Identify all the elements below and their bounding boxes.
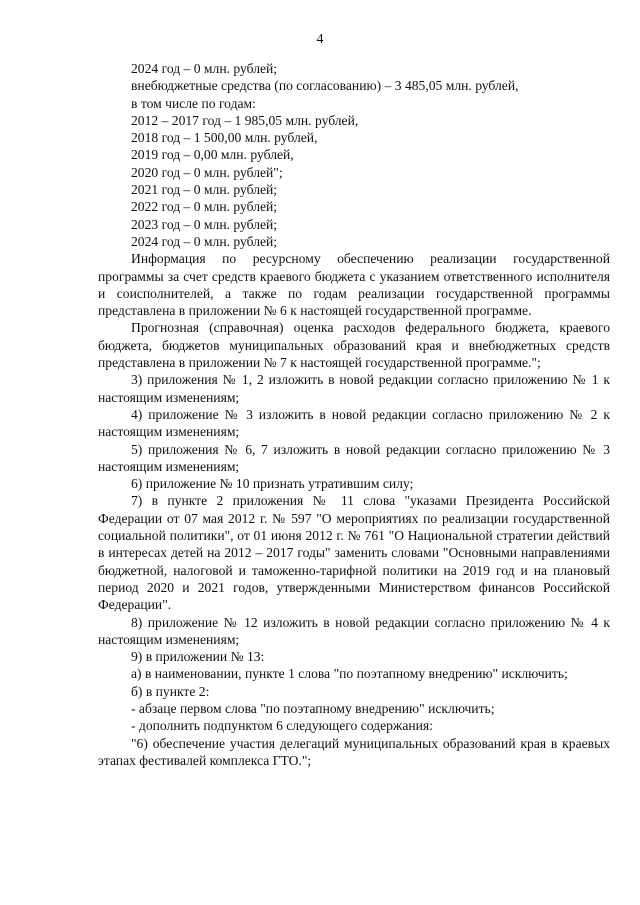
paragraph: 7) в пункте 2 приложения № 11 слова "указами Президента Российской Федерации от 07 мая 2012 г. № 597 "О мероприятиях по реализации государственной социальной политики", от 01 июня 2012 г. № 761 "О Национальной стратегии действий в интересах детей на 2012 – 2017 годы" заменить словами "Основными направлениями бюджетной, налоговой и таможенно-тарифной политики на 2019 год и на плановый период 2020 и 2021 годов, утвержденными Министерством финансов Российской Федерации". bbox=[98, 493, 610, 613]
paragraph: внебюджетные средства (по согласованию) – 3 485,05 млн. рублей, bbox=[131, 78, 519, 94]
paragraph: 2023 год – 0 млн. рублей; bbox=[131, 216, 278, 232]
paragraph: 2020 год – 0 млн. рублей"; bbox=[131, 164, 283, 180]
paragraph: 9) в приложении № 13: bbox=[131, 649, 265, 665]
paragraph: 2022 год – 0 млн. рублей; bbox=[131, 199, 278, 215]
paragraph: 2024 год – 0 млн. рублей; bbox=[131, 61, 278, 76]
paragraph: 2024 год – 0 млн. рублей; bbox=[131, 233, 278, 249]
paragraph: 2012 – 2017 год – 1 985,05 млн. рублей, bbox=[131, 112, 359, 128]
paragraph: Прогнозная (справочная) оценка расходов федерального бюджета, краевого бюджета, бюджетов муниципальных образований края и внебюджетных средств представлена в приложении № 7 к настоящей государственной программе."; bbox=[98, 320, 610, 371]
paragraph: 2021 год – 0 млн. рублей; bbox=[131, 182, 278, 198]
paragraph: 2019 год – 0,00 млн. рублей, bbox=[131, 147, 294, 163]
paragraph: - абзаце первом слова "по поэтапному внедрению" исключить; bbox=[131, 700, 495, 716]
paragraph: - дополнить подпунктом 6 следующего содержания: bbox=[131, 718, 433, 734]
paragraph: 2018 год – 1 500,00 млн. рублей, bbox=[131, 130, 318, 146]
paragraph: 6) приложение № 10 признать утратившим силу; bbox=[131, 476, 414, 492]
page-number: 4 bbox=[316, 32, 324, 47]
paragraph: 5) приложения № 6, 7 изложить в новой редакции согласно приложению № 3 настоящим изменениям; bbox=[98, 441, 610, 474]
paragraph: 4) приложение № 3 изложить в новой редакции согласно приложению № 2 к настоящим изменениям; bbox=[98, 406, 610, 440]
paragraph: б) в пункте 2: bbox=[131, 683, 210, 699]
paragraph: Информация по ресурсному обеспечению реализации государственной программы за счет средств краевого бюджета с указанием ответственного исполнителя и соисполнителей, а также по годам реализации государственной программы представлена в приложении № 6 к настоящей государственной программе. bbox=[98, 251, 610, 319]
paragraph: 3) приложения № 1, 2 изложить в новой редакции согласно приложению № 1 к настоящим изменениям; bbox=[98, 372, 610, 405]
paragraph: а) в наименовании, пункте 1 слова "по поэтапному внедрению" исключить; bbox=[131, 666, 568, 682]
paragraph: "6) обеспечение участия делегаций муниципальных образований края в краевых этапах фестивалей комплекса ГТО."; bbox=[98, 735, 610, 768]
paragraph: 8) приложение № 12 изложить в новой редакции согласно приложению № 4 к настоящим изменениям; bbox=[98, 614, 610, 647]
paragraph: в том числе по годам: bbox=[131, 95, 256, 111]
document-body bbox=[98, 60, 610, 769]
